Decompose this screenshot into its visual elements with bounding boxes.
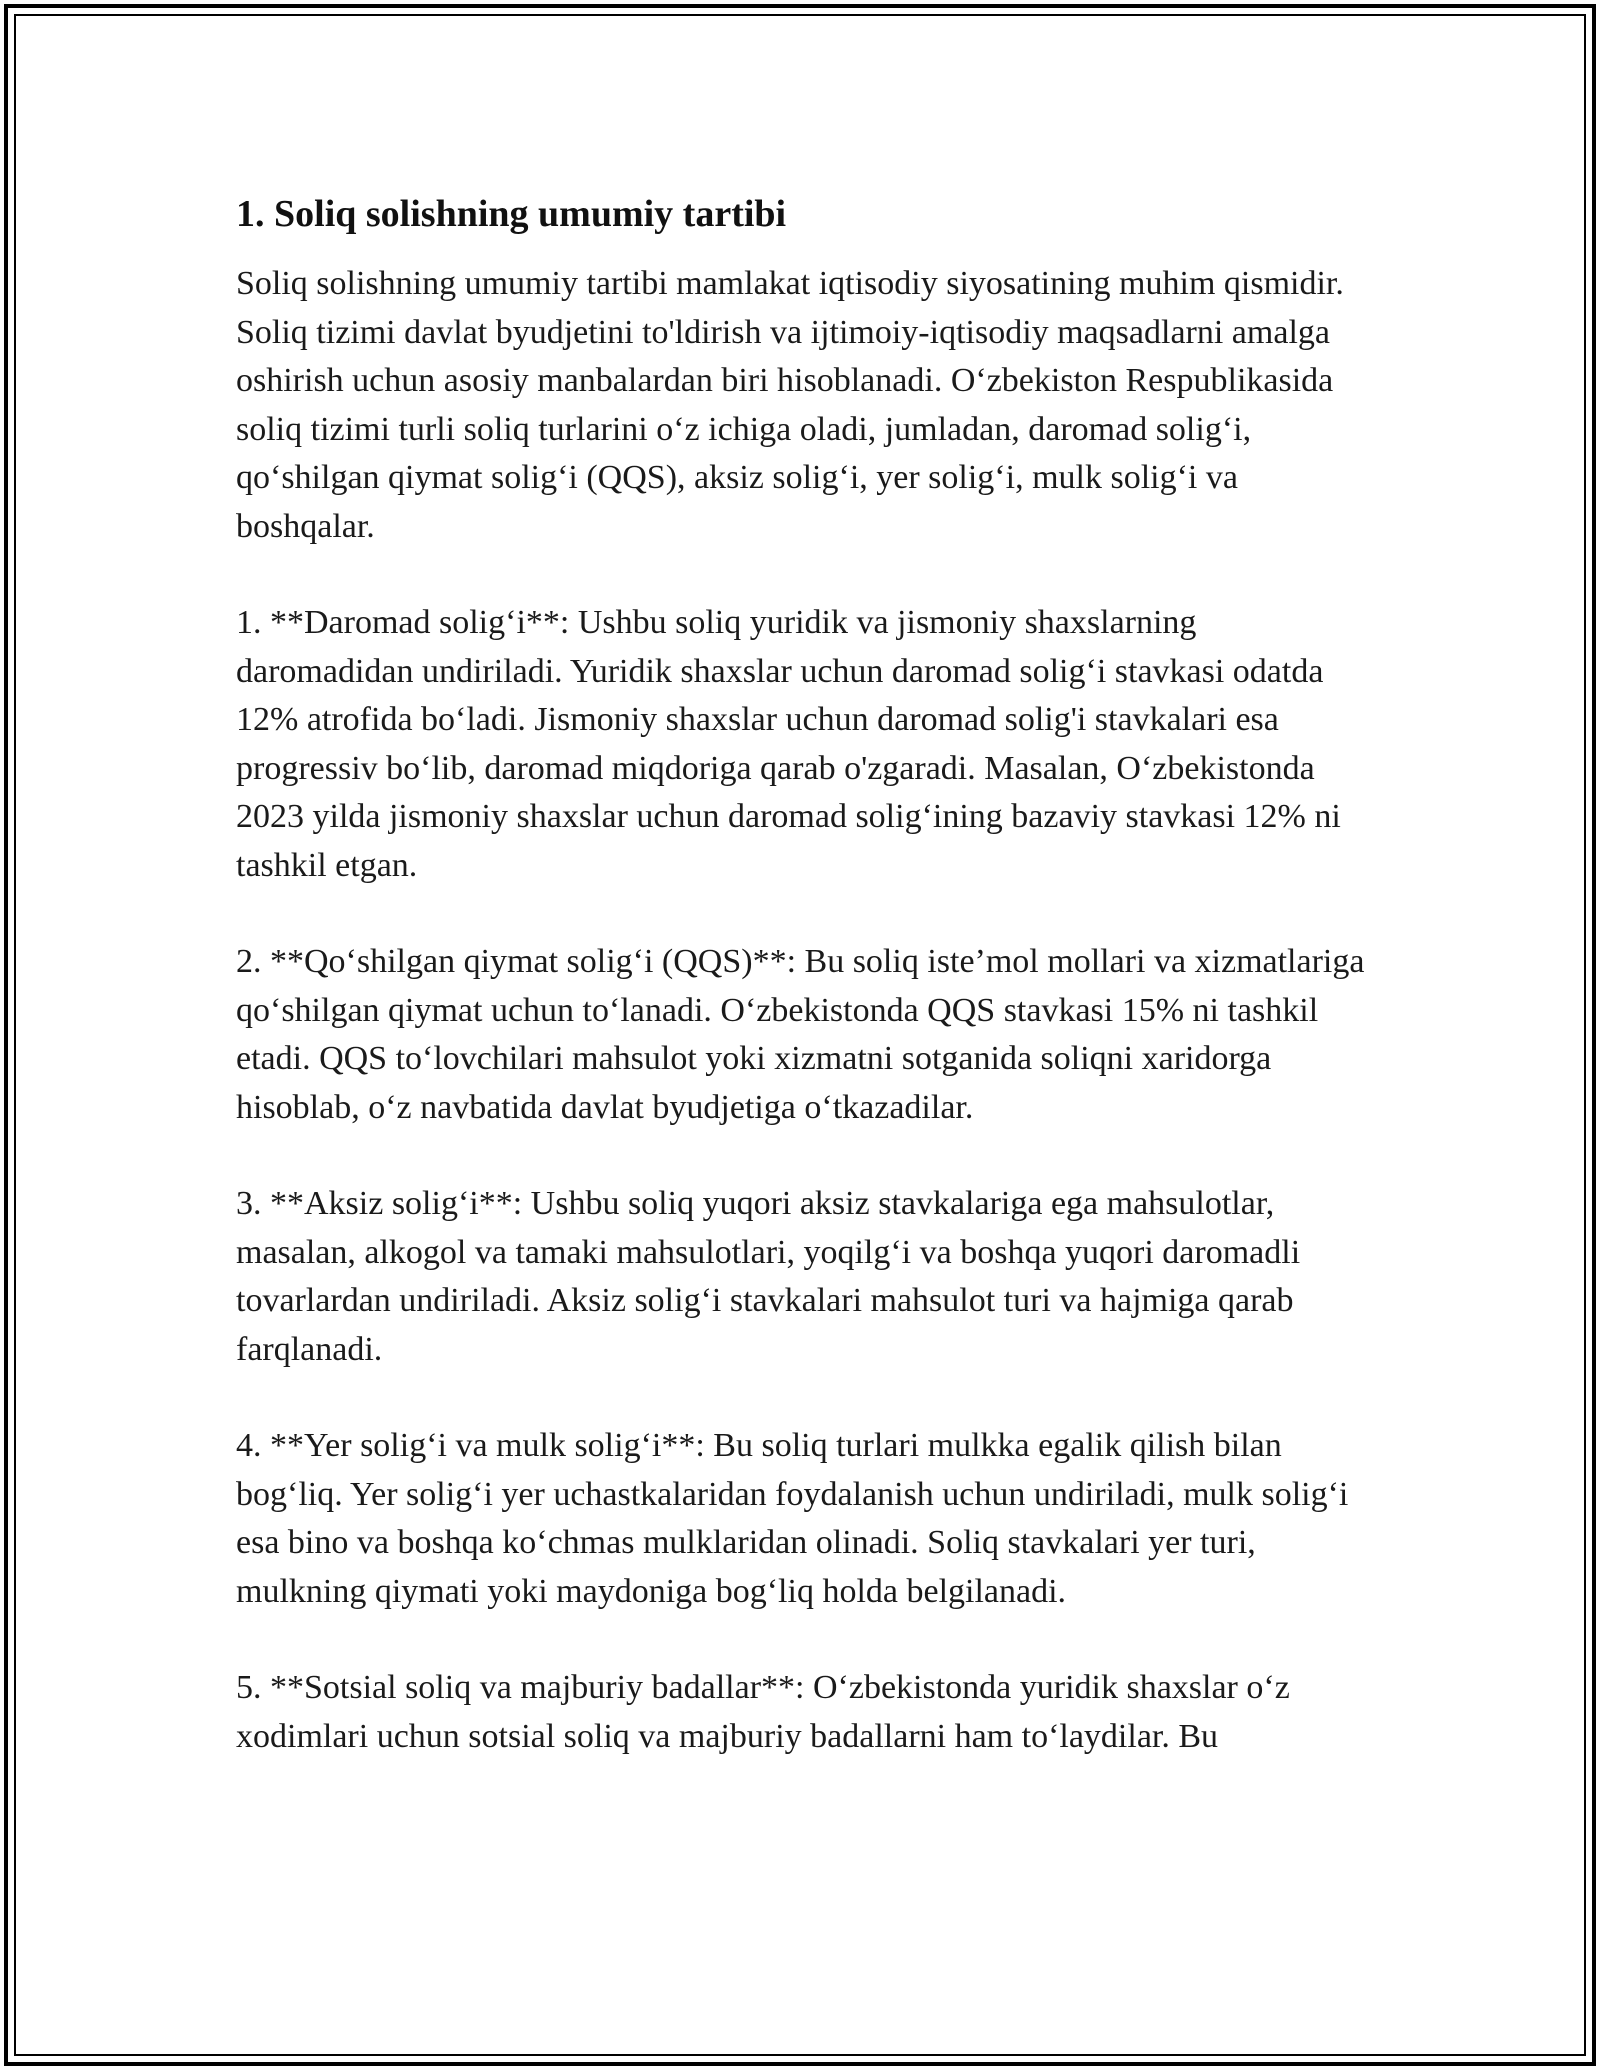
document-body [236, 190, 1366, 1809]
paragraph-vat: 2. **Qo‘shilgan qiymat solig‘i (QQS)**: Bu soliq iste’mol mollari va xizmatlariga qo‘shilgan qiymat uchun to‘lanadi. O‘zbekistonda QQS stavkasi 15% ni tashkil etadi. QQS to‘lovchilari mahsulot yoki xizmatni sotganida soliqni xaridorga hisoblab, o‘z navbatida davlat byudjetiga o‘tkazadilar. [236, 943, 1365, 1126]
section-heading: 1. Soliq solishning umumiy tartibi [236, 193, 787, 235]
paragraph-land-property-tax: 4. **Yer solig‘i va mulk solig‘i**: Bu soliq turlari mulkka egalik qilish bilan bog‘liq. Yer solig‘i yer uchastkalaridan foydalanish uchun undiriladi, mulk solig‘i esa bino va boshqa ko‘chmas mulklaridan olinadi. Soliq stavkalari yer turi, mulkning qiymati yoki maydoniga bog‘liq holda belgilanadi. [236, 1427, 1349, 1610]
paragraph-excise-tax: 3. **Aksiz solig‘i**: Ushbu soliq yuqori aksiz stavkalariga ega mahsulotlar, masalan, alkogol va tamaki mahsulotlari, yoqilg‘i va boshqa yuqori daromadli tovarlardan undiriladi. Aksiz solig‘i stavkalari mahsulot turi va hajmiga qarab farqlanadi. [236, 1185, 1301, 1368]
paragraph-income-tax: 1. **Daromad solig‘i**: Ushbu soliq yuridik va jismoniy shaxslarning daromadidan undiriladi. Yuridik shaxslar uchun daromad solig‘i stavkasi odatda 12% atrofida bo‘ladi. Jismoniy shaxslar uchun daromad solig'i stavkalari esa progressiv bo‘lib, daromad miqdoriga qarab o'zgaradi. Masalan, O‘zbekistonda 2023 yilda jismoniy shaxslar uchun daromad solig‘ining bazaviy stavkasi 12% ni tashkil etgan. [236, 604, 1341, 884]
paragraph-social-tax: 5. **Sotsial soliq va majburiy badallar**: O‘zbekistonda yuridik shaxslar o‘z xodimlari uchun sotsial soliq va majburiy badallarni ham to‘laydilar. Bu [236, 1669, 1290, 1755]
intro-paragraph: Soliq solishning umumiy tartibi mamlakat iqtisodiy siyosatining muhim qismidir. Soliq tizimi davlat byudjetini to'ldirish va ijtimoiy-iqtisodiy maqsadlarni amalga oshirish uchun asosiy manbalardan biri hisoblanadi. O‘zbekiston Respublikasida soliq tizimi turli soliq turlarini o‘z ichiga oladi, jumladan, daromad solig‘i, qo‘shilgan qiymat solig‘i (QQS), aksiz solig‘i, yer solig‘i, mulk solig‘i va boshqalar. [236, 265, 1344, 545]
